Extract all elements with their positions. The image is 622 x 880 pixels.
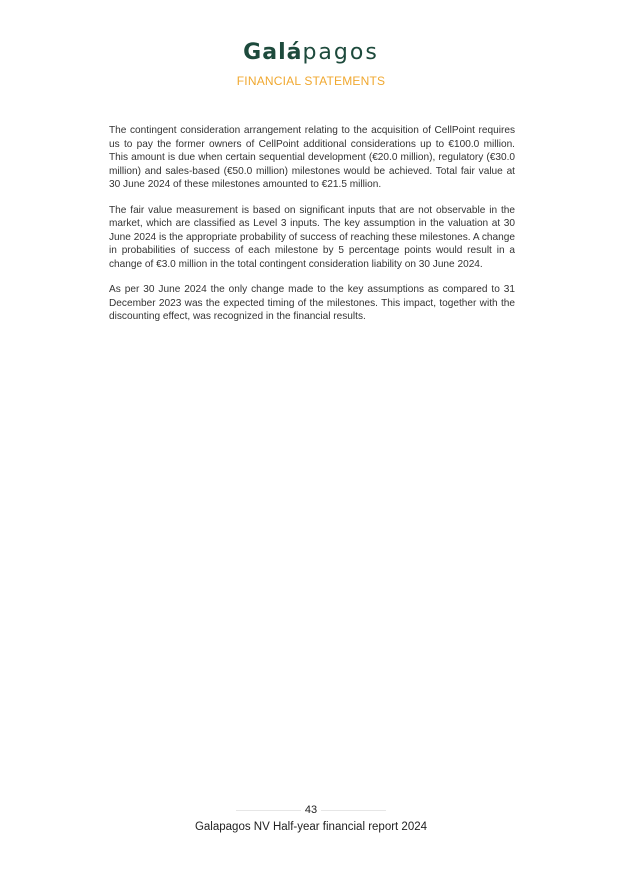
body-text — [109, 124, 515, 336]
page-number — [0, 803, 622, 817]
section-title: FINANCIAL STATEMENTS — [236, 74, 386, 88]
report-title: Galapagos NV Half-year financial report 2024 — [194, 821, 428, 833]
paragraph-fair-value-measurement: The fair value measurement is based on significant inputs that are not observable in the market, which are classified as Level 3 inputs. The key assumption in the valuation at 30 June 2024 is the appropriate probability of success of reaching these milestones. A change in probabilities of success of each milestone by 5 percentage points would result in a change of €3.0 million in the total contingent consideration liability on 30 June 2024. — [109, 204, 515, 270]
brand-logo — [0, 40, 622, 66]
paragraph-contingent-consideration: The contingent consideration arrangement relating to the acquisition of CellPoint requires us to pay the former owners of CellPoint additional considerations up to €100.0 million. This amount is due when certain sequential development (€20.0 million), regulatory (€30.0 million) and sales-based (€50.0 million) milestones would be achieved. Total fair value at 30 June 2024 of these milestones amounted to €21.5 million. — [109, 125, 515, 190]
paragraph-key-assumptions-change: As per 30 June 2024 the only change made to the key assumptions as compared to 31 December 2023 was the expected timing of the milestones. This impact, together with the discounting effect, was recognized in the financial results. — [109, 284, 515, 322]
page-number-text: 43 — [301, 804, 321, 816]
logo-light-text: pagos — [302, 40, 379, 65]
logo-bold-text: Galá — [243, 40, 303, 65]
